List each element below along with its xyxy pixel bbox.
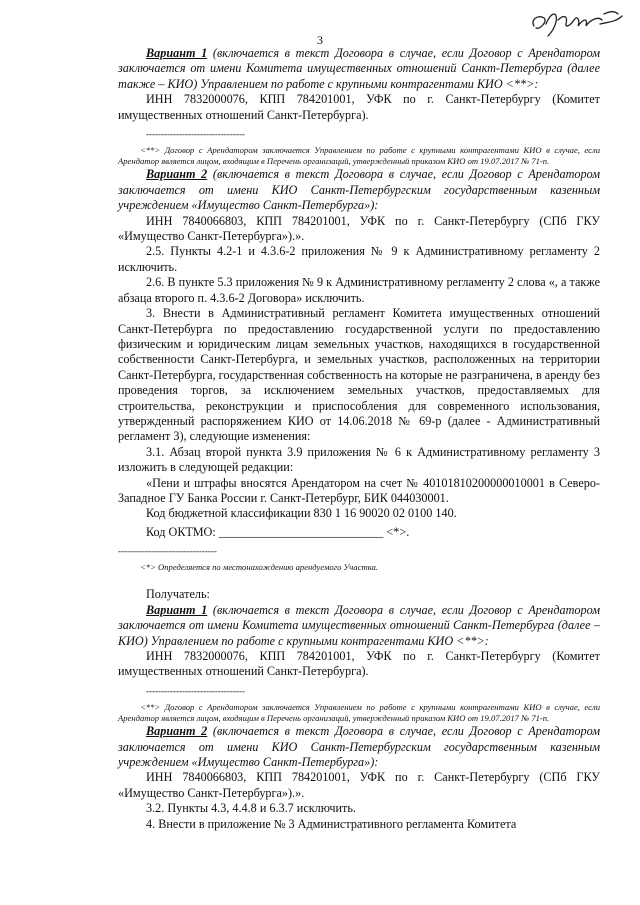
variant-2-heading: Вариант 2 <box>146 167 208 182</box>
recipient-heading: Получатель: <box>146 587 210 602</box>
page-number: 3 <box>317 33 323 47</box>
penalty-account-text: «Пени и штрафы вносятся Арендатором на счет № 40101810200000010001 в Северо-Западное ГУ Банка России г. Санкт-Петербург, БИК 044030001. <box>118 475 600 505</box>
recipient-details: ИНН 7832000076, КПП 784201001, УФК по г. Санкт-Петербургу (Комитет имущественных отношений Санкт-Петербурга). <box>118 649 600 679</box>
footnote-separator: --------------------------------- <box>118 546 217 557</box>
variant-2-paragraph <box>118 724 600 770</box>
budget-classification-code: Код бюджетной классификации 830 1 16 90020 02 0100 140. <box>146 506 457 521</box>
recipient-details: ИНН 7840066803, КПП 784201001, УФК по г. Санкт-Петербургу (СПб ГКУ «Имущество Санкт-Петербурга»).». <box>118 213 600 244</box>
variant-1-text: (включается в текст Договора в случае, если Договор с Арендатором заключается от имени Комитета имущественных отношений Санкт-Петербурга (далее также – КИО) Управлением по работе с крупными контрагентами КИО <**>: <box>118 46 600 91</box>
footnote-separator: --------------------------------- <box>146 129 245 140</box>
recipient-details: ИНН 7840066803, КПП 784201001, УФК по г. Санкт-Петербургу (СПб ГКУ «Имущество Санкт-Петербурга»).». <box>118 770 600 800</box>
footnote-double-star: <**> Договор с Арендатором заключается Управлением по работе с крупными контрагентами КИО в случае, если Арендатор является лицом, входящим в Перечень организаций, утвержденный приказом КИО от 19.07.2017 № 71-п. <box>118 701 600 724</box>
recipient-details: ИНН 7832000076, КПП 784201001, УФК по г. Санкт-Петербургу (Комитет имущественных отношений Санкт-Петербурга). <box>118 92 600 122</box>
footnote-double-star: <**> Договор с Арендатором заключается Управлением по работе с крупными контрагентами КИО в случае, если Арендатор является лицом, входящим в Перечень организаций, утвержденный приказом КИО от 19.07.2017 № 71-п. <box>118 145 600 167</box>
oktmo-code: Код ОКТМО: ___________________________ <*>. <box>146 524 410 539</box>
clause-4: 4. Внести в приложение № 3 Административного регламента Комитета <box>146 816 517 831</box>
clause-2-6: 2.6. В пункте 5.3 приложения № 9 к Административному регламенту 2 слова «, а также абзаца второго п. 4.3.6-2 Договора» исключить. <box>118 275 600 305</box>
variant-2-text: (включается в текст Договора в случае, если Договор с Арендатором заключается от имени КИО Санкт-Петербургским государственным казенным учреждением «Имущество Санкт-Петербурга»): <box>118 724 600 770</box>
variant-1-text: (включается в текст Договора в случае, если Договор с Арендатором заключается от имени Комитета имущественных отношений Санкт-Петербурга (далее – КИО) Управлением по работе с крупными контрагентами КИО <**>: <box>118 602 600 648</box>
variant-1-paragraph <box>118 603 600 649</box>
footnote-separator: --------------------------------- <box>146 685 245 696</box>
variant-2-paragraph <box>118 167 600 213</box>
variant-2-text: (включается в текст Договора в случае, если Договор с Арендатором заключается от имени КИО Санкт-Петербургским государственным казенным учреждением «Имущество Санкт-Петербурга»): <box>118 167 600 213</box>
variant-1-heading: Вариант 1 <box>146 602 208 617</box>
variant-2-heading: Вариант 2 <box>146 724 208 739</box>
clause-3-2: 3.2. Пункты 4.3, 4.4.8 и 6.3.7 исключить. <box>146 801 356 816</box>
clause-3-1: 3.1. Абзац второй пункта 3.9 приложения № 6 к Административному регламенту 3 изложить в следующей редакции: <box>118 444 600 475</box>
footnote-single-star: <*> Определяется по местонахождению арендуемого Участка. <box>140 562 378 573</box>
clause-3: 3. Внести в Административный регламент Комитета имущественных отношений Санкт-Петербурга по предоставлению государственной услуги по предоставлению физическим и юридическим лицам земельных участков, находящихся в государственной собственности Санкт-Петербурга, и земельных участков, расположенных на территории Санкт-Петербурга, государственная собственность на которые не разграничена, в аренду без проведения торгов, за исключением земельных участков, предоставляемых для строительства, реконструкции и приспособления для современного использования, утвержденный распоряжением КИО от 14.06.2018 № 69-р (далее - Административный регламент 3), следующие изменения: <box>118 306 600 444</box>
clause-2-5: 2.5. Пункты 4.2-1 и 4.3.6-2 приложения № 9 к Административному регламенту 2 исключить. <box>118 244 600 274</box>
variant-1-paragraph <box>118 46 600 92</box>
document-body <box>118 46 600 832</box>
variant-1-heading: Вариант 1 <box>146 46 208 60</box>
